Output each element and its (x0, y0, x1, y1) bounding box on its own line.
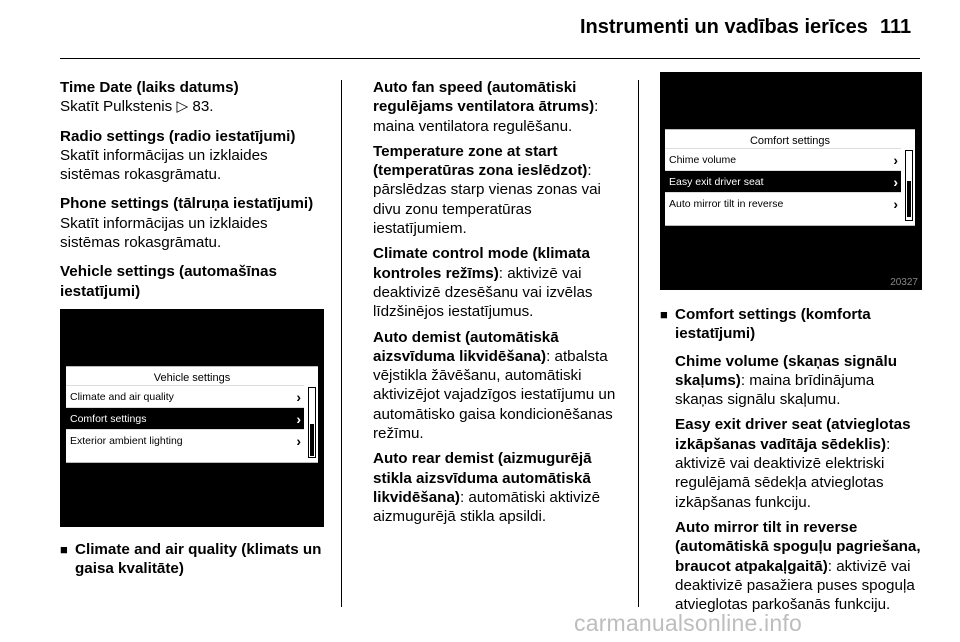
entry-auto-rear-demist (373, 449, 621, 526)
entry-easy-exit-seat (675, 415, 922, 511)
bullet-title: Comfort settings (komforta iestatījumi) (675, 306, 871, 343)
entry-vehicle-settings (60, 262, 324, 301)
entry-chime-volume (675, 352, 922, 410)
chevron-right-icon: › (893, 196, 898, 212)
entry-radio-settings (60, 127, 324, 185)
bullet-icon: ■ (60, 542, 68, 557)
chevron-right-icon: › (296, 389, 301, 405)
menu-item (665, 148, 901, 170)
scrollbar (308, 387, 316, 458)
entry-title: Climate control mode (klimata kontroles režīms) (373, 245, 590, 282)
entry-text: : maina brīdinājuma skaņas signālu skaļumu. (675, 371, 875, 409)
page-title: Instrumenti un vadības ierīces (580, 16, 868, 38)
menu-item-selected (66, 407, 304, 429)
chevron-right-icon: › (296, 411, 301, 427)
entry-title: Easy exit driver seat (atvieglotas izkāpšanas vadītāja sēdeklis) (675, 416, 911, 453)
entry-title: Chime volume (skaņas signālu skaļums) (675, 352, 897, 389)
comfort-settings-figure (660, 72, 922, 290)
menu-item (66, 429, 304, 451)
entry-title: Temperature zone at start (temperatūras zona ieslēdzot) (373, 142, 588, 180)
entry-text: : maina ventilatora regulēšanu. (373, 98, 599, 135)
entry-title: Radio settings (radio iestatījumi) (60, 127, 296, 145)
entry-text: : pārslēdzas starp vienas zonas vai divu zonu temperatūras iestatījumiem. (373, 162, 601, 238)
entry-climate-control-mode (373, 244, 621, 321)
watermark: carmanualsonline.info (574, 610, 802, 636)
column-divider (638, 80, 639, 607)
menu-item-label: Auto mirror tilt in reverse (669, 198, 784, 210)
menu-item-label: Climate and air quality (70, 391, 174, 403)
scroll-thumb (907, 181, 911, 217)
vehicle-settings-figure (60, 309, 324, 527)
chevron-right-icon: › (893, 152, 898, 168)
menu-item (66, 385, 304, 407)
entry-title: Time Date (laiks datums) (60, 79, 239, 96)
entry-title: Vehicle settings (automašīnas iestatījumi) (60, 263, 277, 300)
entry-text: Skatīt Pulkstenis ▷ 83. (60, 98, 214, 116)
bullet-title: Climate and air quality (klimats un gaisa kvalitāte) (75, 541, 322, 578)
screen-title: Vehicle settings (153, 372, 231, 384)
header-rule (60, 58, 920, 59)
entry-auto-mirror-tilt (675, 518, 922, 614)
screen-title: Comfort settings (749, 135, 831, 147)
menu-item-label: Chime volume (669, 154, 737, 166)
entry-text: Skatīt informācijas un izklaides sistēmas rokasgrāmatu. (60, 214, 268, 252)
column-1 (60, 78, 324, 311)
menu-item-label: Comfort settings (70, 413, 147, 425)
bullet-item (60, 540, 324, 579)
chevron-right-icon: › (296, 433, 301, 449)
entry-text: : aktivizē vai deaktivizē dzesēšanu vai izvēlas līdzšinējos iestatījumus. (373, 264, 593, 321)
menu-item (665, 192, 901, 214)
entry-text: : atbalsta vējstikla žāvēšanu, automātiski aktivizējot vajadzīgos iestatījumu un automātisko gaisa kondicionēšanas režīmu. (373, 347, 616, 443)
column-3 (660, 305, 922, 620)
figure-number: 20327 (890, 277, 918, 288)
entry-temperature-zone (373, 142, 621, 238)
column-1-bullet (60, 540, 324, 579)
menu-item-label: Easy exit driver seat (669, 176, 764, 188)
entry-title: Phone settings (tālruņa iestatījumi) (60, 195, 314, 213)
entry-time-date (60, 78, 324, 117)
column-2 (373, 78, 621, 533)
scrollbar (905, 150, 913, 221)
menu-item-label: Exterior ambient lighting (70, 435, 183, 447)
entry-title: Auto rear demist (aizmugurējā stikla aizsvīduma automātiskā likvidēšana) (373, 450, 592, 506)
display-screen (66, 366, 318, 463)
bullet-icon: ■ (660, 307, 668, 322)
entry-text: : automātiski aktivizē aizmugurējā stikla apsildi. (373, 488, 601, 526)
page-number: 111 (880, 16, 912, 38)
entry-text: : aktivizē vai deaktivizē pasažiera puses spoguļa atvieglotas parkošanās funkciju. (675, 557, 915, 614)
entry-title: Auto mirror tilt in reverse (automātiskā spoguļu pagriešana, braucot atpakaļgaitā) (675, 518, 921, 575)
entry-title: Auto demist (automātiskā aizsvīduma likvidēšana) (373, 328, 559, 365)
entry-title: Auto fan speed (automātiski regulējams ventilatora ātrums) (373, 79, 595, 116)
display-screen (665, 129, 915, 226)
chevron-right-icon: › (893, 174, 898, 190)
bullet-item (660, 305, 922, 614)
entry-phone-settings (60, 194, 324, 252)
menu-item-selected (665, 170, 901, 192)
entry-auto-fan-speed (373, 78, 621, 136)
entry-text: : aktivizē vai deaktivizē elektriski regulējamā sēdekļa atvieglotas izkāpšanas funkciju. (675, 435, 891, 511)
scroll-thumb (310, 424, 314, 456)
column-divider (341, 80, 342, 607)
entry-auto-demist (373, 328, 621, 444)
entry-text: Skatīt informācijas un izklaides sistēmas rokasgrāmatu. (60, 146, 268, 184)
